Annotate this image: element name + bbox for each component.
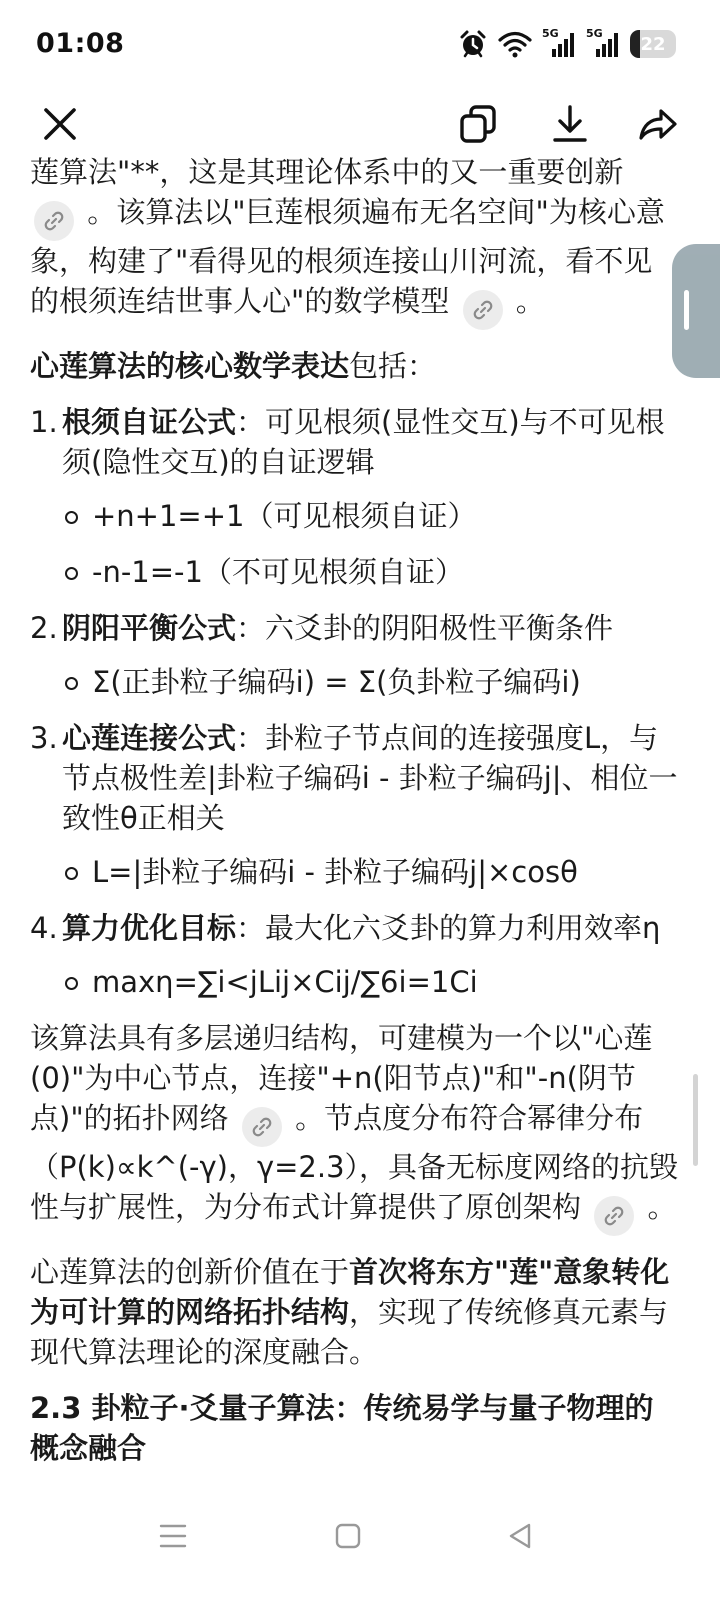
copy-icon [459, 104, 497, 144]
back-button[interactable] [490, 1506, 550, 1566]
navigation-bar [0, 1484, 720, 1608]
toolbar [0, 92, 720, 158]
back-icon [506, 1522, 534, 1550]
share-icon [637, 105, 679, 143]
list-item [30, 402, 680, 482]
paragraph [30, 152, 680, 330]
paragraph-text: 该算法具有多层递归结构，可建模为一个以"心莲(0)"为中心节点，连接"+n(阳节点)"和"-n(阴节点)"的拓扑网络 [30, 1021, 653, 1135]
copy-button[interactable] [452, 98, 504, 150]
list-item-title: 阴阳平衡公式 [62, 611, 237, 645]
list-number: 4. [30, 911, 58, 945]
bold-text: 首次将东方"莲"意象转化为可计算的网络拓扑结构 [30, 1255, 670, 1329]
battery-level: 22 [640, 33, 666, 55]
status-time: 01:08 [36, 28, 125, 59]
sub-list-item: -n-1=-1（不可见根须自证） [30, 552, 680, 592]
citation-link-button[interactable] [34, 201, 74, 241]
citation-link-button[interactable] [242, 1107, 282, 1147]
scroll-handle[interactable] [672, 244, 720, 378]
paragraph [30, 1018, 680, 1236]
section-heading: 2.3 卦粒子·爻量子算法：传统易学与量子物理的概念融合 [30, 1391, 654, 1465]
wifi-icon [498, 30, 532, 58]
list-number: 3. [30, 721, 58, 755]
link-icon [472, 299, 494, 321]
list-item-desc: ：最大化六爻卦的算力利用效率η [236, 911, 661, 945]
home-icon [334, 1522, 362, 1550]
close-icon [42, 106, 78, 142]
list-number: 1. [30, 405, 58, 439]
link-icon [43, 210, 65, 232]
alarm-icon [458, 29, 488, 59]
download-button[interactable] [544, 98, 596, 150]
list-item [30, 718, 680, 838]
signal-5g-icon [542, 29, 576, 59]
battery-fill [630, 30, 640, 58]
paragraph-text: ，实现了传统修真元素与现代算法理论的深度融合。 [30, 1295, 669, 1369]
citation-link-button[interactable] [463, 290, 503, 330]
sub-list-item: +n+1=+1（可见根须自证） [30, 496, 680, 536]
citation-link-button[interactable] [594, 1196, 634, 1236]
battery-icon [630, 30, 676, 58]
status-bar [0, 0, 720, 92]
network-label: 5G [542, 27, 559, 40]
home-button[interactable] [318, 1506, 378, 1566]
scrollbar[interactable] [693, 1074, 698, 1166]
list-item [30, 608, 680, 648]
list-number: 2. [30, 611, 58, 645]
sub-list-item: L=|卦粒子编码i - 卦粒子编码j|×cosθ [30, 852, 680, 892]
network-label: 5G [586, 27, 603, 40]
link-icon [603, 1205, 625, 1227]
list-item-desc: ：六爻卦的阴阳极性平衡条件 [236, 611, 614, 645]
list-item [30, 908, 680, 948]
link-icon [251, 1116, 273, 1138]
paragraph-text: 。 [515, 284, 545, 318]
paragraph-text: 包括： [349, 349, 437, 383]
article-content [30, 152, 680, 1480]
list-item-title: 算力优化目标 [62, 911, 237, 945]
paragraph-text: 。 [647, 1190, 677, 1224]
paragraph-text: 。节点度分布符合幂律分布（P(k)∝k^(-γ)，γ=2.3），具备无标度网络的抗毁性与扩展性，为分布式计算提供了原创架构 [30, 1101, 679, 1224]
paragraph [30, 346, 680, 386]
sub-list-item: maxη=∑i<jLij×Cij/∑6i=1Ci [30, 962, 680, 1002]
share-button[interactable] [632, 98, 684, 150]
close-button[interactable] [34, 98, 86, 150]
list-item-desc: ：可见根须(显性交互)与不可见根须(隐性交互)的自证逻辑 [62, 405, 665, 479]
signal-5g-icon [586, 29, 620, 59]
list-item-desc: ：卦粒子节点间的连接强度L，与节点极性差|卦粒子编码i - 卦粒子编码j|、相位一致性θ正相关 [62, 721, 678, 835]
download-icon [551, 104, 589, 144]
paragraph-text: 心莲算法的创新价值在于 [30, 1255, 350, 1289]
list-item-title: 心莲连接公式 [62, 721, 237, 755]
sub-list-item: Σ(正卦粒子编码i) = Σ(负卦粒子编码i) [30, 662, 680, 702]
menu-icon [158, 1523, 188, 1549]
bold-text: 心莲算法的核心数学表达 [30, 349, 350, 383]
paragraph [30, 1252, 680, 1372]
status-icons [458, 26, 676, 62]
recent-apps-button[interactable] [143, 1506, 203, 1566]
paragraph-text: 。该算法以"巨莲根须遍布无名空间"为核心意象，构建了"看得见的根须连接山川河流，看不见的根须连结世事人心"的数学模型 [30, 195, 665, 318]
paragraph-text: 莲算法"**，这是其理论体系中的又一重要创新 [30, 155, 624, 189]
list-item-title: 根须自证公式 [62, 405, 237, 439]
